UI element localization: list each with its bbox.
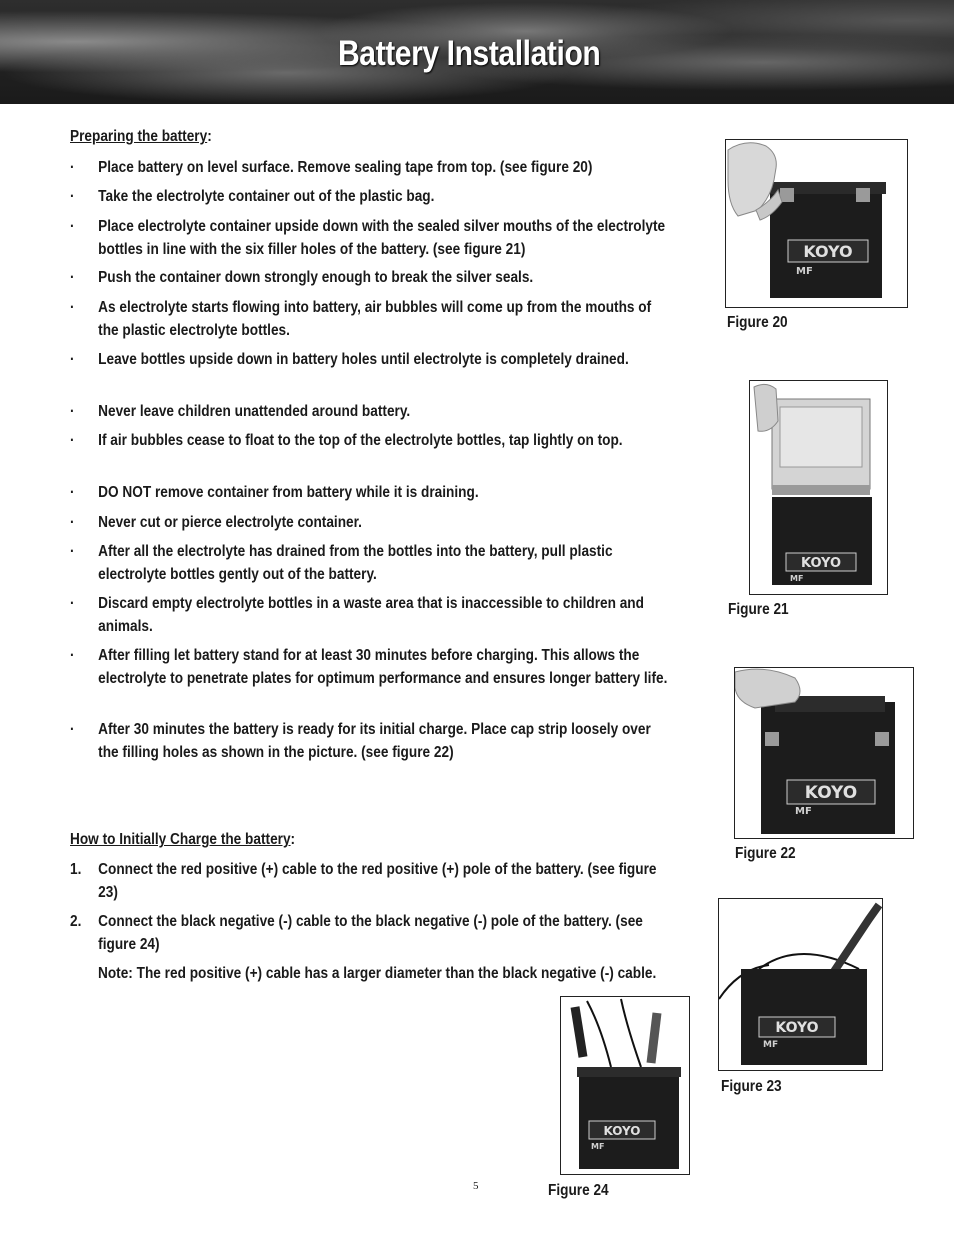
battery-model-label: MF (796, 266, 813, 277)
preparing-item-text: After all the electrolyte has drained from the bottles into the battery, pull plastic electrolyte bottles gently out of the battery. (98, 543, 613, 583)
figure-20-photo (725, 139, 908, 308)
preparing-heading (70, 128, 212, 146)
preparing-item-text: As electrolyte starts flowing into battery, air bubbles will come up from the mouths of the plastic electrolyte bottles. (98, 299, 652, 339)
bullet-marker: · (70, 432, 75, 449)
figure-21-photo (749, 380, 888, 595)
preparing-item (70, 297, 668, 342)
header-banner (0, 0, 954, 104)
preparing-item (70, 349, 668, 372)
black-cable-connection-image (561, 997, 689, 1174)
figure-20-caption: Figure 20 (727, 314, 788, 331)
preparing-item (70, 157, 668, 180)
battery-brand-label: KOYO (775, 1020, 819, 1036)
charging-heading-colon: : (290, 831, 296, 848)
bullet-marker: · (70, 299, 75, 316)
step-text: Connect the black negative (-) cable to the black negative (-) pole of the battery. (see figure 24) (98, 913, 643, 953)
preparing-item (70, 430, 668, 453)
bullet-marker: · (70, 188, 75, 205)
preparing-heading-colon: : (207, 128, 212, 145)
preparing-item (70, 482, 668, 505)
bullet-marker: · (70, 647, 75, 664)
preparing-item-text: If air bubbles cease to float to the top of the electrolyte bottles, tap lightly on top. (98, 432, 623, 449)
bullet-marker: · (70, 159, 75, 176)
step-number: 1. (70, 861, 82, 878)
preparing-item (70, 719, 668, 764)
preparing-item-text: Never cut or pierce electrolyte container. (98, 514, 362, 531)
preparing-item (70, 267, 668, 290)
figure-21-caption: Figure 21 (728, 601, 789, 618)
figure-24-photo (560, 996, 690, 1175)
preparing-item (70, 541, 668, 586)
preparing-item (70, 401, 668, 424)
page-number: 5 (473, 1180, 479, 1192)
red-cable-connection-image (719, 899, 882, 1070)
preparing-item (70, 186, 668, 209)
preparing-item-text: Leave bottles upside down in battery holes until electrolyte is completely drained. (98, 351, 629, 368)
figure-23-caption: Figure 23 (721, 1078, 782, 1095)
battery-tape-removal-image (726, 140, 907, 307)
cable-note: Note: The red positive (+) cable has a larger diameter than the black negative (-) cable. (98, 965, 657, 982)
preparing-item-text: After filling let battery stand for at least 30 minutes before charging. This allows the electrolyte to penetrate plates for optimum performance and ensures longer battery life. (98, 647, 668, 687)
preparing-item-text: Place electrolyte container upside down with the sealed silver mouths of the electrolyte bottles in line with the six filler holes of the battery. (see figure 21) (98, 218, 666, 258)
preparing-item-text: Take the electrolyte container out of the plastic bag. (98, 188, 435, 205)
preparing-item (70, 216, 668, 261)
battery-model-label: MF (591, 1142, 605, 1151)
preparing-item-text: Place battery on level surface. Remove sealing tape from top. (see figure 20) (98, 159, 593, 176)
step-number: 2. (70, 913, 82, 930)
preparing-item (70, 645, 668, 690)
battery-model-label: MF (795, 806, 812, 817)
bullet-marker: · (70, 351, 75, 368)
figure-23-photo (718, 898, 883, 1071)
bullet-marker: · (70, 484, 75, 501)
preparing-heading-text: Preparing the battery (70, 128, 208, 145)
battery-model-label: MF (763, 1040, 779, 1050)
bullet-marker: · (70, 269, 75, 286)
battery-brand-label: KOYO (800, 556, 842, 571)
bullet-marker: · (70, 721, 75, 738)
preparing-item-text: Never leave children unattended around battery. (98, 403, 411, 420)
battery-model-label: MF (790, 574, 804, 583)
figure-22-caption: Figure 22 (735, 845, 796, 862)
charging-heading-text: How to Initially Charge the battery (70, 831, 291, 848)
battery-brand-label: KOYO (603, 1124, 641, 1138)
bullet-marker: · (70, 543, 75, 560)
page-title: Battery Installation (338, 34, 601, 73)
preparing-item (70, 512, 668, 535)
bullet-marker: · (70, 514, 75, 531)
charging-step-2 (70, 911, 668, 956)
battery-brand-label: KOYO (804, 783, 858, 803)
preparing-item-text: DO NOT remove container from battery while it is draining. (98, 484, 479, 501)
charging-heading (70, 831, 295, 849)
figure-24-caption: Figure 24 (548, 1182, 609, 1199)
preparing-item-text: Push the container down strongly enough to break the silver seals. (98, 269, 534, 286)
bullet-marker: · (70, 403, 75, 420)
charging-step-1 (70, 859, 668, 904)
preparing-item-text: Discard empty electrolyte bottles in a waste area that is inaccessible to children and animals. (98, 595, 644, 635)
battery-brand-label: KOYO (803, 242, 853, 261)
step-text: Connect the red positive (+) cable to the red positive (+) pole of the battery. (see figure 23) (98, 861, 657, 901)
electrolyte-container-image (750, 381, 887, 594)
bullet-marker: · (70, 218, 75, 235)
figure-22-photo (734, 667, 914, 839)
battery-cap-strip-image (735, 668, 913, 838)
preparing-item (70, 593, 668, 638)
preparing-item-text: After 30 minutes the battery is ready for its initial charge. Place cap strip loosely over the filling holes as shown in the picture. (see figure 22) (98, 721, 651, 761)
bullet-marker: · (70, 595, 75, 612)
